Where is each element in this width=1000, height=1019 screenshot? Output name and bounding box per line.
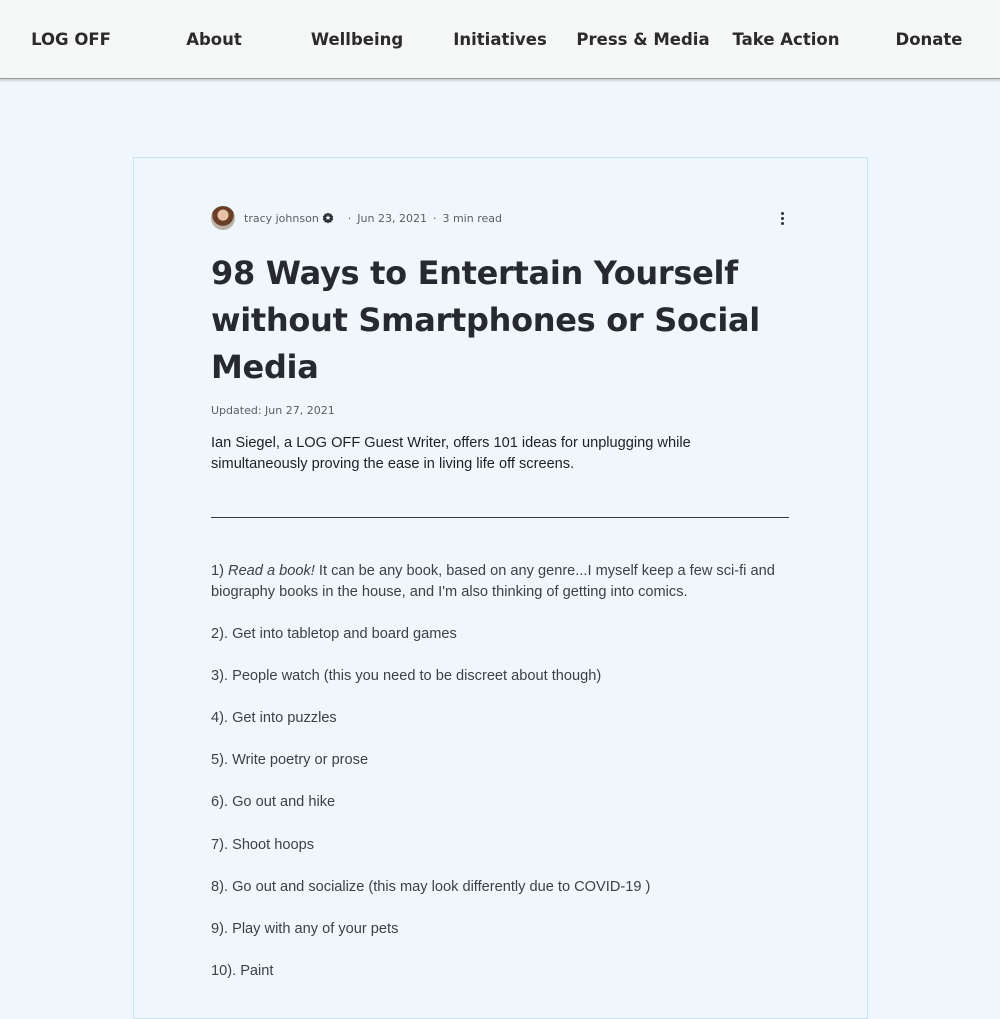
updated-date: Updated: Jun 27, 2021	[211, 404, 335, 417]
post-meta	[211, 205, 502, 231]
nav-item-donate[interactable]: Donate	[895, 30, 963, 49]
nav-item-press-media[interactable]: Press & Media	[576, 30, 710, 49]
list-item: 1) Read a book! It can be any book, based on any genre...I myself keep a few sci-fi and	[211, 563, 775, 579]
list-item: 3). People watch (this you need to be discreet about though)	[211, 668, 602, 684]
list-item: 4). Get into puzzles	[211, 710, 337, 726]
post-date: Jun 23, 2021	[357, 211, 427, 225]
author-avatar[interactable]	[211, 206, 235, 230]
top-navigation	[0, 0, 1000, 79]
list-item: 7). Shoot hoops	[211, 837, 315, 853]
list-item: 8). Go out and socialize (this may look differently due to COVID-19 )	[211, 879, 651, 895]
author-name[interactable]: tracy johnson	[244, 211, 319, 225]
nav-item-wellbeing[interactable]: Wellbeing	[310, 30, 404, 49]
nav-item-logoff[interactable]: LOG OFF	[31, 30, 111, 49]
nav-item-initiatives[interactable]: Initiatives	[453, 30, 547, 49]
nav-item-about[interactable]: About	[186, 30, 242, 49]
post-title: 98 Ways to Entertain Yourself without Smartphones or Social Media	[211, 254, 760, 386]
divider	[211, 517, 789, 518]
post-subtitle: Ian Siegel, a LOG OFF Guest Writer, offers 101 ideas for unplugging while simultaneously proving the ease in living life off screens.	[211, 435, 691, 472]
more-vertical-icon[interactable]	[772, 208, 792, 228]
list-item: 10). Paint	[211, 963, 274, 979]
list-item-continuation: biography books in the house, and I'm also thinking of getting into comics.	[211, 584, 688, 600]
nav-item-take-action[interactable]: Take Action	[732, 30, 840, 49]
list-item: 2). Get into tabletop and board games	[211, 626, 457, 642]
verified-badge-icon	[322, 212, 334, 224]
list-item: 5). Write poetry or prose	[211, 752, 369, 768]
emphasis-text: Read a book!	[228, 563, 315, 579]
read-time: 3 min read	[442, 211, 502, 225]
list-item: 9). Play with any of your pets	[211, 921, 399, 937]
list-item: 6). Go out and hike	[211, 794, 336, 810]
meta-separator: ·	[432, 211, 437, 225]
meta-separator: ·	[347, 211, 352, 225]
